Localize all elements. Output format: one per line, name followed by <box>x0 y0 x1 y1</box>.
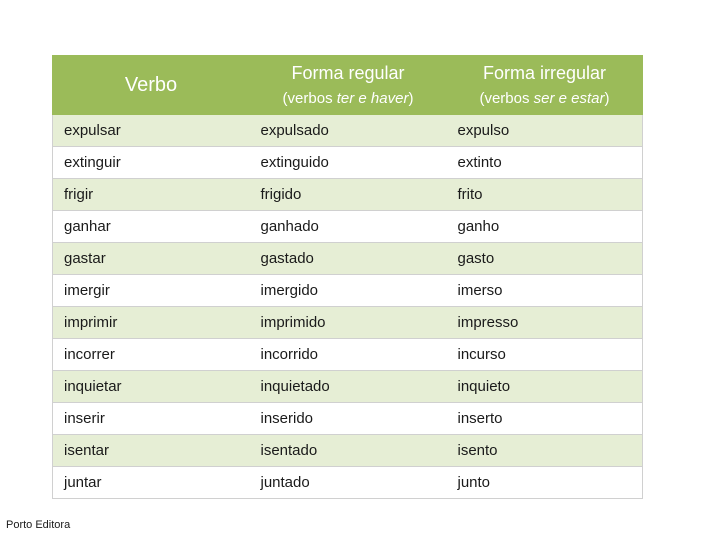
cell-regular: juntado <box>250 467 447 499</box>
cell-irregular: imerso <box>447 275 643 307</box>
header-regular-sub-prefix: (verbos <box>282 90 337 107</box>
cell-irregular: junto <box>447 467 643 499</box>
table-row <box>53 467 643 499</box>
header-verb-label: Verbo <box>124 73 178 96</box>
cell-regular: expulsado <box>250 115 447 147</box>
cell-regular: gastado <box>250 243 447 275</box>
cell-irregular: expulso <box>447 115 643 147</box>
cell-regular: ganhado <box>250 211 447 243</box>
header-irregular-subtitle <box>447 90 642 107</box>
table-row <box>53 307 643 339</box>
table-row <box>53 147 643 179</box>
header-verb <box>53 56 250 115</box>
table-row <box>53 435 643 467</box>
cell-regular: inquietado <box>250 371 447 403</box>
cell-verb: imprimir <box>53 307 250 339</box>
cell-verb: isentar <box>53 435 250 467</box>
cell-irregular: ganho <box>447 211 643 243</box>
header-irregular-sub-italic: ser e estar <box>533 90 605 107</box>
cell-regular: imergido <box>250 275 447 307</box>
header-regular-sub-italic: ter e haver <box>336 90 409 107</box>
verb-participle-table <box>52 55 643 499</box>
cell-regular: inserido <box>250 403 447 435</box>
header-regular-subtitle <box>250 90 446 107</box>
header-regular-sub-suffix: ) <box>408 90 414 107</box>
table-row <box>53 339 643 371</box>
cell-verb: gastar <box>53 243 250 275</box>
cell-verb: imergir <box>53 275 250 307</box>
cell-verb: expulsar <box>53 115 250 147</box>
header-irregular-sub-suffix: ) <box>604 90 610 107</box>
table-row <box>53 403 643 435</box>
table-row <box>53 371 643 403</box>
cell-verb: extinguir <box>53 147 250 179</box>
header-irregular-sub-prefix: (verbos <box>479 90 534 107</box>
cell-verb: juntar <box>53 467 250 499</box>
cell-regular: imprimido <box>250 307 447 339</box>
cell-regular: extinguido <box>250 147 447 179</box>
cell-verb: incorrer <box>53 339 250 371</box>
table-row <box>53 115 643 147</box>
header-irregular <box>447 56 643 115</box>
cell-irregular: impresso <box>447 307 643 339</box>
cell-verb: ganhar <box>53 211 250 243</box>
cell-regular: isentado <box>250 435 447 467</box>
table-row <box>53 275 643 307</box>
cell-irregular: incurso <box>447 339 643 371</box>
cell-irregular: inquieto <box>447 371 643 403</box>
cell-irregular: frito <box>447 179 643 211</box>
cell-verb: frigir <box>53 179 250 211</box>
header-regular-title: Forma regular <box>291 63 405 83</box>
header-row <box>53 56 643 115</box>
header-irregular-title: Forma irregular <box>482 63 607 83</box>
cell-irregular: gasto <box>447 243 643 275</box>
cell-verb: inquietar <box>53 371 250 403</box>
cell-irregular: extinto <box>447 147 643 179</box>
table-row <box>53 211 643 243</box>
cell-regular: frigido <box>250 179 447 211</box>
cell-regular: incorrido <box>250 339 447 371</box>
publisher-credit: Porto Editora <box>6 519 71 531</box>
cell-irregular: isento <box>447 435 643 467</box>
header-regular <box>250 56 447 115</box>
cell-verb: inserir <box>53 403 250 435</box>
table-row <box>53 179 643 211</box>
table-row <box>53 243 643 275</box>
table-body <box>53 115 643 499</box>
cell-irregular: inserto <box>447 403 643 435</box>
